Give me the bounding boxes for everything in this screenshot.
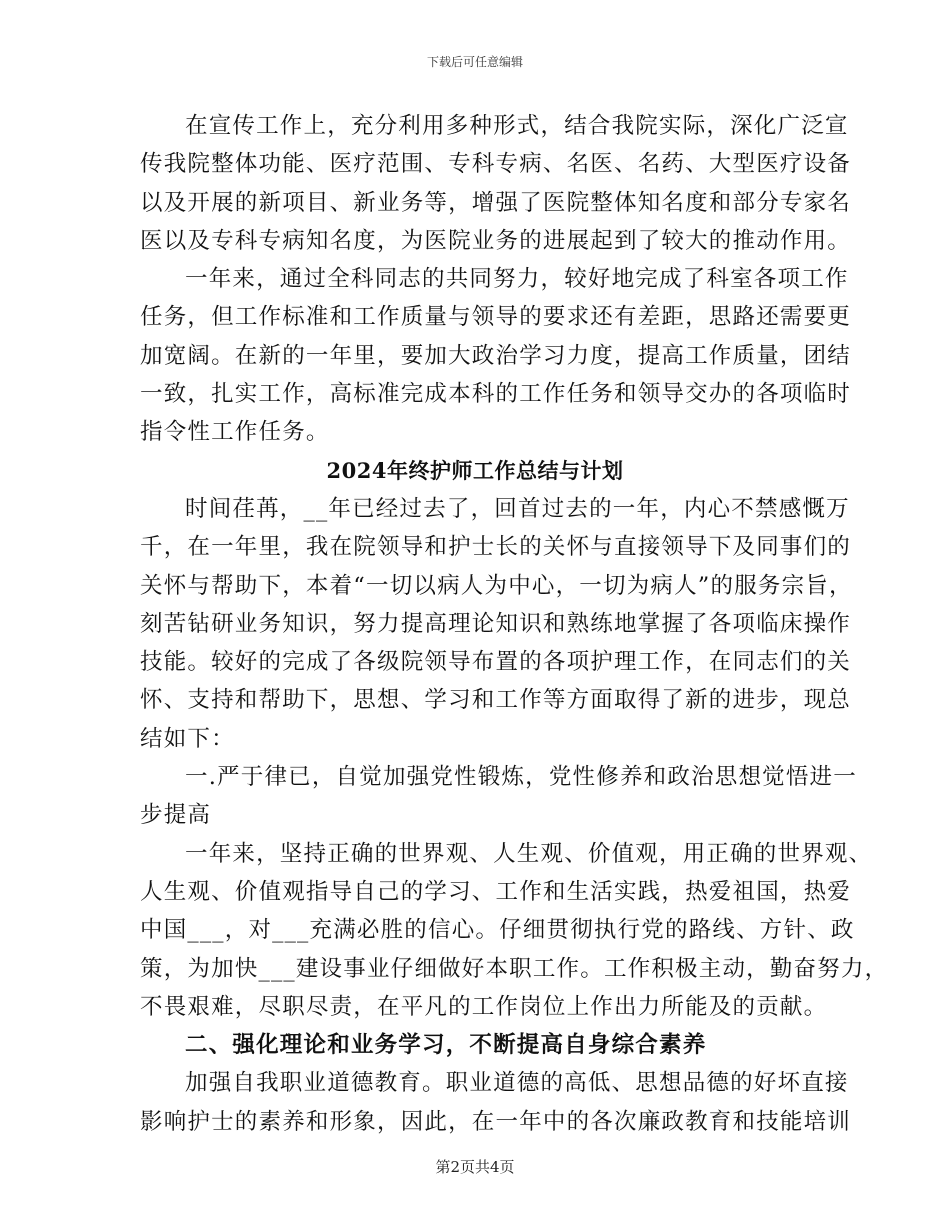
text-line: 指令性工作任务。 xyxy=(140,419,330,446)
paragraph-introduction xyxy=(140,490,853,758)
paragraph-ethics xyxy=(140,1064,852,1141)
document-title: 2024年终护师工作总结与计划 xyxy=(326,457,624,483)
text-line: 一致，扎实工作，高标准完成本科的工作任务和领导交办的各项临时 xyxy=(140,381,852,408)
text-line: 一.严于律已，自觉加强党性锻炼，党性修养和政治思想觉悟进一 xyxy=(185,764,857,791)
text-line: 中国___，对___充满必胜的信心。仔细贯彻执行党的路线、方针、政 xyxy=(140,917,855,944)
text-line: 千，在一年里，我在院领导和护士长的关怀与直接领导下及同事们的 xyxy=(140,534,852,561)
text-line: 二、强化理论和业务学习，不断提高自身综合素养 xyxy=(185,1032,707,1059)
document-body xyxy=(140,107,889,1141)
page-number-footer: 第2页共4页 xyxy=(435,1158,515,1176)
paragraph-year-summary xyxy=(140,260,852,451)
text-line: 策，为加快___建设事业仔细做好本职工作。工作积极主动，勤奋努力， xyxy=(140,955,889,982)
text-line: 医以及专科专病知名度，为医院业务的进展起到了较大的推动作用。 xyxy=(140,227,852,254)
section-two-heading xyxy=(140,1026,810,1064)
text-line: 刻苦钻研业务知识，努力提高理论知识和熟练地掌握了各项临床操作 xyxy=(140,610,852,637)
section-one-heading xyxy=(140,758,857,835)
text-line: 一年来，坚持正确的世界观、人生观、价值观，用正确的世界观、 xyxy=(185,840,873,867)
text-line: 任务，但工作标准和工作质量与领导的要求还有差距，思路还需要更 xyxy=(140,304,852,331)
text-line: 不畏艰难，尽职尽责，在平凡的工作岗位上作出力所能及的贡献。 xyxy=(140,993,828,1020)
text-line: 影响护士的素养和形象，因此，在一年中的各次廉政教育和技能培训 xyxy=(140,1108,852,1135)
text-line: 一年来，通过全科同志的共同努力，较好地完成了科室各项工作 xyxy=(185,266,849,293)
text-line: 传我院整体功能、医疗范围、专科专病、名医、名药、大型医疗设备 xyxy=(140,151,852,178)
text-line: 时间荏苒，__年已经过去了，回首过去的一年，内心不禁感慨万 xyxy=(185,495,850,522)
text-line: 怀、支持和帮助下，思想、学习和工作等方面取得了新的进步，现总 xyxy=(140,687,852,714)
paragraph-publicity xyxy=(140,107,852,260)
paragraph-worldview xyxy=(140,835,889,1026)
text-line: 技能。较好的完成了各级院领导布置的各项护理工作，在同志们的关 xyxy=(140,649,852,676)
text-line: 加宽阔。在新的一年里，要加大政治学习力度，提高工作质量，团结 xyxy=(140,342,852,369)
text-line: 人生观、价值观指导自己的学习、工作和生活实践，热爱祖国，热爱 xyxy=(140,878,852,905)
text-line: 步提高 xyxy=(140,802,212,829)
text-line: 结如下： xyxy=(140,725,235,752)
text-line: 加强自我职业道德教育。职业道德的高低、思想品德的好坏直接 xyxy=(185,1070,849,1097)
text-line: 关怀与帮助下，本着“一切以病人为中心，一切为病人”的服务宗旨， xyxy=(140,572,853,599)
page-header-note: 下载后可任意编辑 xyxy=(426,55,523,69)
text-line: 在宣传工作上，充分利用多种形式，结合我院实际，深化广泛宣 xyxy=(185,113,849,139)
text-line: 以及开展的新项目、新业务等，增强了医院整体知名度和部分专家名 xyxy=(140,189,852,216)
